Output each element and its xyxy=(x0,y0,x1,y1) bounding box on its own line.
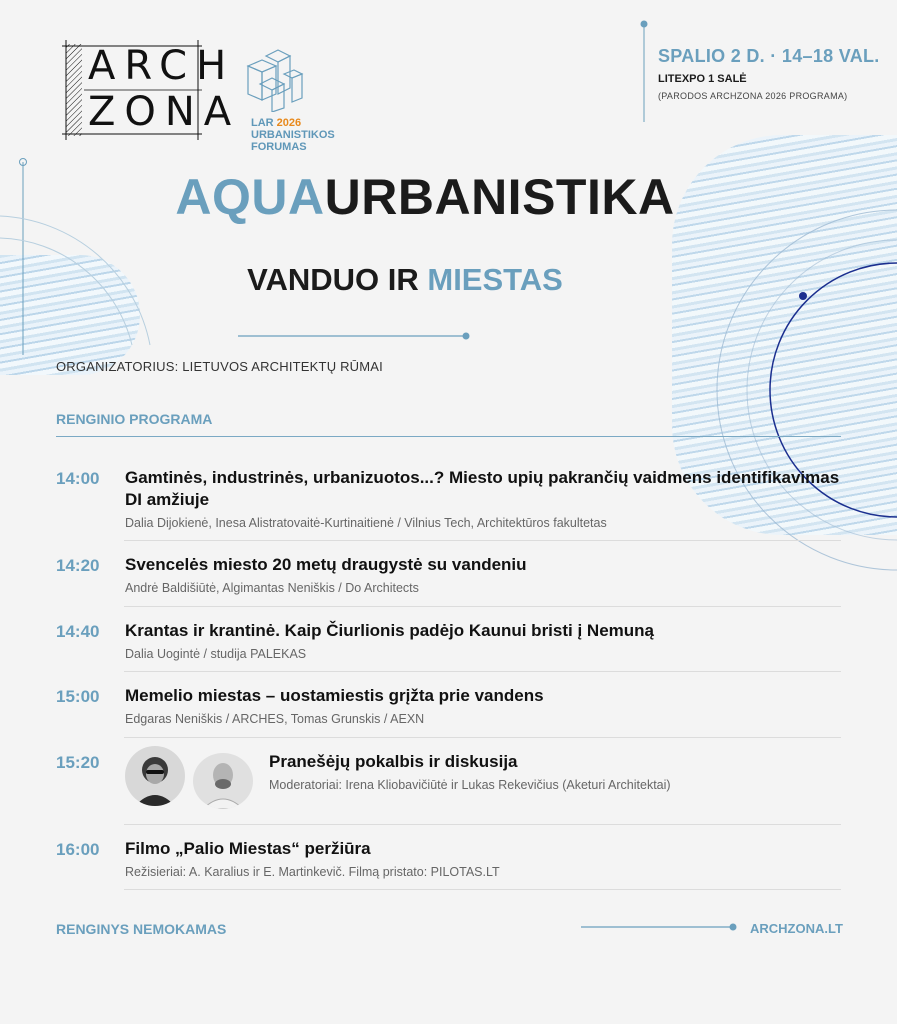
title-part2: URBANISTIKA xyxy=(324,169,675,225)
program-title: Pranešėjų pokalbis ir diskusija xyxy=(269,752,518,771)
program-title: Krantas ir krantinė. Kaip Čiurlionis padėjo Kaunui bristi į Nemuną xyxy=(125,621,654,640)
website-link[interactable]: ARCHZONA.LT xyxy=(750,921,843,936)
person-photo-icon xyxy=(193,753,253,809)
program-title: Memelio miestas – uostamiestis grįžta prie vandens xyxy=(125,686,544,705)
forum-logo-year: 2026 xyxy=(276,117,302,129)
forum-logo-lar: LAR xyxy=(251,117,274,129)
organizer-text: ORGANIZATORIUS: LIETUVOS ARCHITEKTŲ RŪMAI xyxy=(56,359,383,374)
program-heading: RENGINIO PROGRAMA xyxy=(56,411,213,427)
program-time: 14:40 xyxy=(56,622,100,641)
row-divider xyxy=(124,671,841,672)
program-speakers: Dalia Dijokienė, Inesa Alistratovaitė-Kurtinaitienė / Vilnius Tech, Architektūros fakultetas xyxy=(125,516,607,530)
program-time: 14:00 xyxy=(56,469,100,488)
moderator-avatar-2 xyxy=(193,753,253,809)
archzona-logo xyxy=(62,40,241,140)
row-divider xyxy=(124,889,841,890)
archzona-logo-line2: ZONA xyxy=(88,89,241,135)
program-speakers: Režisieriai: A. Karalius ir E. Martinkevič. Filmą pristato: PILOTAS.LT xyxy=(125,865,500,879)
program-divider xyxy=(56,436,841,437)
subtitle-part2: MIESTAS xyxy=(427,262,563,297)
program-time: 16:00 xyxy=(56,840,100,859)
program-speakers: Andrė Baldišiūtė, Algimantas Neniškis / Do Architects xyxy=(125,581,419,595)
row-divider xyxy=(124,737,841,738)
program-time: 14:20 xyxy=(56,556,100,575)
program-time: 15:20 xyxy=(56,753,100,772)
archzona-logo-line1: ARCH xyxy=(88,43,236,89)
subtitle-part1: VANDUO IR xyxy=(247,262,428,297)
program-item xyxy=(56,751,841,811)
free-event-label: RENGINYS NEMOKAMAS xyxy=(56,921,227,937)
program-title: Svencelės miesto 20 metų draugystė su vandeniu xyxy=(125,555,527,574)
program-speakers: Edgaras Neniškis / ARCHES, Tomas Grunskis / AEXN xyxy=(125,712,425,726)
title-part1: AQUA xyxy=(175,169,325,225)
program-time: 15:00 xyxy=(56,687,100,706)
moderator-avatar-1 xyxy=(125,746,185,806)
program-title: Filmo „Palio Miestas“ peržiūra xyxy=(125,839,371,858)
person-photo-icon xyxy=(125,746,185,806)
program-title: Gamtinės, industrinės, urbanizuotos...? Miesto upių pakrančių vaidmens identifikavimas DI amžiuje xyxy=(125,468,840,509)
subtitle xyxy=(0,262,810,298)
main-title xyxy=(0,168,850,226)
program-speakers: Dalia Uogintė / studija PALEKAS xyxy=(125,647,307,661)
event-info xyxy=(658,46,880,101)
row-divider xyxy=(124,606,841,607)
row-divider xyxy=(124,540,841,541)
buildings-icon xyxy=(240,48,310,112)
forum-logo-line3: FORUMAS xyxy=(251,141,307,153)
event-venue: LITEXPO 1 SALĖ xyxy=(658,73,747,85)
row-divider xyxy=(124,824,841,825)
event-date: SPALIO 2 D. · 14–18 VAL. xyxy=(658,46,880,66)
program-speakers: Moderatoriai: Irena Kliobavičiūtė ir Lukas Rekevičius (Aketuri Architektai) xyxy=(269,778,671,792)
forum-logo-line2: URBANISTIKOS xyxy=(251,129,335,141)
event-note: (PARODOS ARCHZONA 2026 PROGRAMA) xyxy=(658,91,848,101)
urban-forum-logo xyxy=(240,48,340,158)
